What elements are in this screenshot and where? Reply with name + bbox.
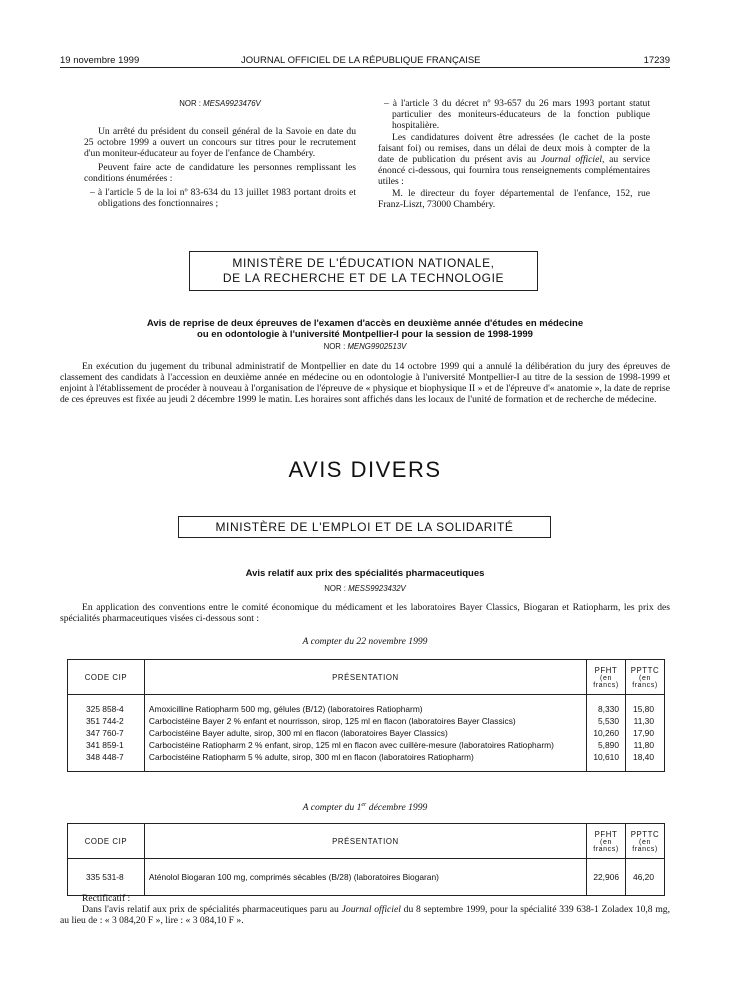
code-cell: 341 859-1 xyxy=(68,739,145,751)
column-header: PRÉSENTATION xyxy=(144,660,586,695)
presentation-cell: Amoxicilline Ratiopharm 500 mg, gélules (B/12) (laboratoires Ratiopharm) xyxy=(144,695,586,716)
header-rule xyxy=(60,67,670,68)
column-header: PRÉSENTATION xyxy=(144,824,586,859)
avis-title: Avis relatif aux prix des spécialités pharmaceutiques xyxy=(245,568,485,579)
ministry-employment-box xyxy=(178,516,551,538)
table-row xyxy=(68,695,665,716)
ministry-education-box xyxy=(189,251,538,291)
pfht-cell: 10,260 xyxy=(587,727,626,739)
header-date: 19 novembre 1999 xyxy=(60,55,140,66)
table-row xyxy=(68,859,665,896)
presentation-cell: Aténolol Biogaran 100 mg, comprimés sécables (B/28) (laboratoires Biogaran) xyxy=(144,859,586,896)
presentation-cell: Carbocistéine Ratiopharm 2 % enfant, sirop, 125 ml en flacon avec cuillère-mesure (laboratoires Ratiopharm) xyxy=(144,739,586,751)
nor-reference: NOR : MESA9923476V xyxy=(179,99,261,108)
ppttc-cell: 11,30 xyxy=(625,715,664,727)
nor-code: MESS9923432V xyxy=(348,584,406,593)
column-header: PPTTC (en francs) xyxy=(625,660,664,695)
nor-reference: NOR : MESS9923432V xyxy=(324,584,406,593)
header-journal-title: JOURNAL OFFICIEL DE LA RÉPUBLIQUE FRANÇAISE xyxy=(241,55,481,66)
pfht-cell: 5,530 xyxy=(587,715,626,727)
code-cell: 348 448-7 xyxy=(68,751,145,772)
ppttc-cell: 18,40 xyxy=(625,751,664,772)
paragraph: – à l'article 3 du décret nº 93-657 du 26 mars 1993 portant statut particulier des moniteurs-éducateurs de la fonction publique hospitalière. xyxy=(384,98,650,131)
column-header: PPTTC (en francs) xyxy=(625,824,664,859)
pfht-cell: 5,890 xyxy=(587,739,626,751)
effective-date-label: A compter du 22 novembre 1999 xyxy=(302,636,428,647)
table-row xyxy=(68,715,665,727)
left-column xyxy=(84,98,356,209)
section-title: AVIS DIVERS xyxy=(288,457,442,482)
table-row xyxy=(68,751,665,772)
table-row xyxy=(68,727,665,739)
table-row xyxy=(68,739,665,751)
ppttc-cell: 17,90 xyxy=(625,727,664,739)
ppttc-cell: 46,20 xyxy=(625,859,664,896)
pfht-cell: 22,906 xyxy=(587,859,626,896)
code-cell: 351 744-2 xyxy=(68,715,145,727)
ministry-title-line: MINISTÈRE DE L'ÉDUCATION NATIONALE, xyxy=(232,256,495,270)
pfht-cell: 8,330 xyxy=(587,695,626,716)
paragraph: Les candidatures doivent être adressées (le cachet de la poste faisant foi) ou remises, dans un délai de deux mois à compter de la date de publication du présent avis au Journal officiel, au service énoncé ci-dessous, qui fournira tous renseignements complémentaires utiles : xyxy=(378,132,651,187)
rectificatif-label: Rectificatif : xyxy=(82,893,131,904)
ppttc-cell: 15,80 xyxy=(625,695,664,716)
column-header: PFHT (en francs) xyxy=(587,660,626,695)
header-page-number: 17239 xyxy=(643,55,670,66)
nor-code: MESA9923476V xyxy=(203,99,261,108)
paragraph: Dans l'avis relatif aux prix de spécialités pharmaceutiques paru au Journal officiel du 8 septembre 1999, pour la spécialité 339 638-1 Zoladex 10,8 mg, au lieu de : « 3 084,20 F », lire : « 3 084,10 F ». xyxy=(60,904,670,926)
code-cell: 335 531-8 xyxy=(68,859,145,896)
code-cell: 347 760-7 xyxy=(68,727,145,739)
column-header: CODE CIP xyxy=(68,660,145,695)
price-table xyxy=(67,823,665,896)
presentation-cell: Carbocistéine Bayer adulte, sirop, 300 ml en flacon (laboratoires Bayer Classics) xyxy=(144,727,586,739)
nor-reference: NOR : MENG9902513V xyxy=(323,342,407,351)
paragraph: – à l'article 5 de la loi nº 83-634 du 13 juillet 1983 portant droits et obligations des fonctionnaires ; xyxy=(90,187,356,209)
presentation-cell: Carbocistéine Bayer 2 % enfant et nourrisson, sirop, 125 ml en flacon (laboratoires Bayer Classics) xyxy=(144,715,586,727)
ppttc-cell: 11,80 xyxy=(625,739,664,751)
paragraph: M. le directeur du foyer départemental de l'enfance, 152, rue Franz-Liszt, 73000 Chambéry. xyxy=(378,188,650,210)
price-table xyxy=(67,659,665,772)
presentation-cell: Carbocistéine Ratiopharm 5 % adulte, sirop, 300 ml en flacon (laboratoires Ratiopharm) xyxy=(144,751,586,772)
paragraph: En application des conventions entre le comité économique du médicament et les laboratoires Bayer Classics, Biogaran et Ratiopharm, les prix des spécialités pharmaceutiques visées ci-dessous sont : xyxy=(60,602,670,624)
effective-date-label: A compter du 1er décembre 1999 xyxy=(302,802,428,814)
nor-code: MENG9902513V xyxy=(347,342,407,351)
rectificatif xyxy=(60,893,670,926)
column-header: CODE CIP xyxy=(68,824,145,859)
pfht-cell: 10,610 xyxy=(587,751,626,772)
code-cell: 325 858-4 xyxy=(68,695,145,716)
ministry-title-line: MINISTÈRE DE L'EMPLOI ET DE LA SOLIDARITÉ xyxy=(215,520,514,534)
right-column xyxy=(378,98,650,210)
paragraph: En exécution du jugement du tribunal administratif de Montpellier en date du 14 octobre 1999 qui a annulé la délibération du jury des épreuves de classement des candidats à l'accession en deuxième année en médecine ou en odontologie à l'université Montpellier-I au titre de la session de 1998-1999 et enjoint à l'établissement de procéder à nouveau à l'organisation de l'épreuve de « physique et biophysique II » et de l'épreuve d'« anatomie », la date de reprise de ces épreuves est fixée au jeudi 2 décembre 1999 le matin. Les horaires sont affichés dans les locaux de l'unité de formation et de recherche de médecine. xyxy=(60,361,670,405)
avis-title: Avis de reprise de deux épreuves de l'examen d'accès en deuxième année d'études en médecine ou en odontologie à l'université Montpellier-I pour la session de 1998-1999 xyxy=(146,318,584,340)
ministry-title-line: DE LA RECHERCHE ET DE LA TECHNOLOGIE xyxy=(222,271,505,285)
paragraph: Peuvent faire acte de candidature les personnes remplissant les conditions énumérées : xyxy=(84,162,356,184)
column-header: PFHT (en francs) xyxy=(587,824,626,859)
paragraph: Un arrêté du président du conseil général de la Savoie en date du 25 octobre 1999 a ouvert un concours sur titres pour le recrutement d'un moniteur-éducateur au foyer de l'enfance de Chambéry. xyxy=(84,126,356,159)
